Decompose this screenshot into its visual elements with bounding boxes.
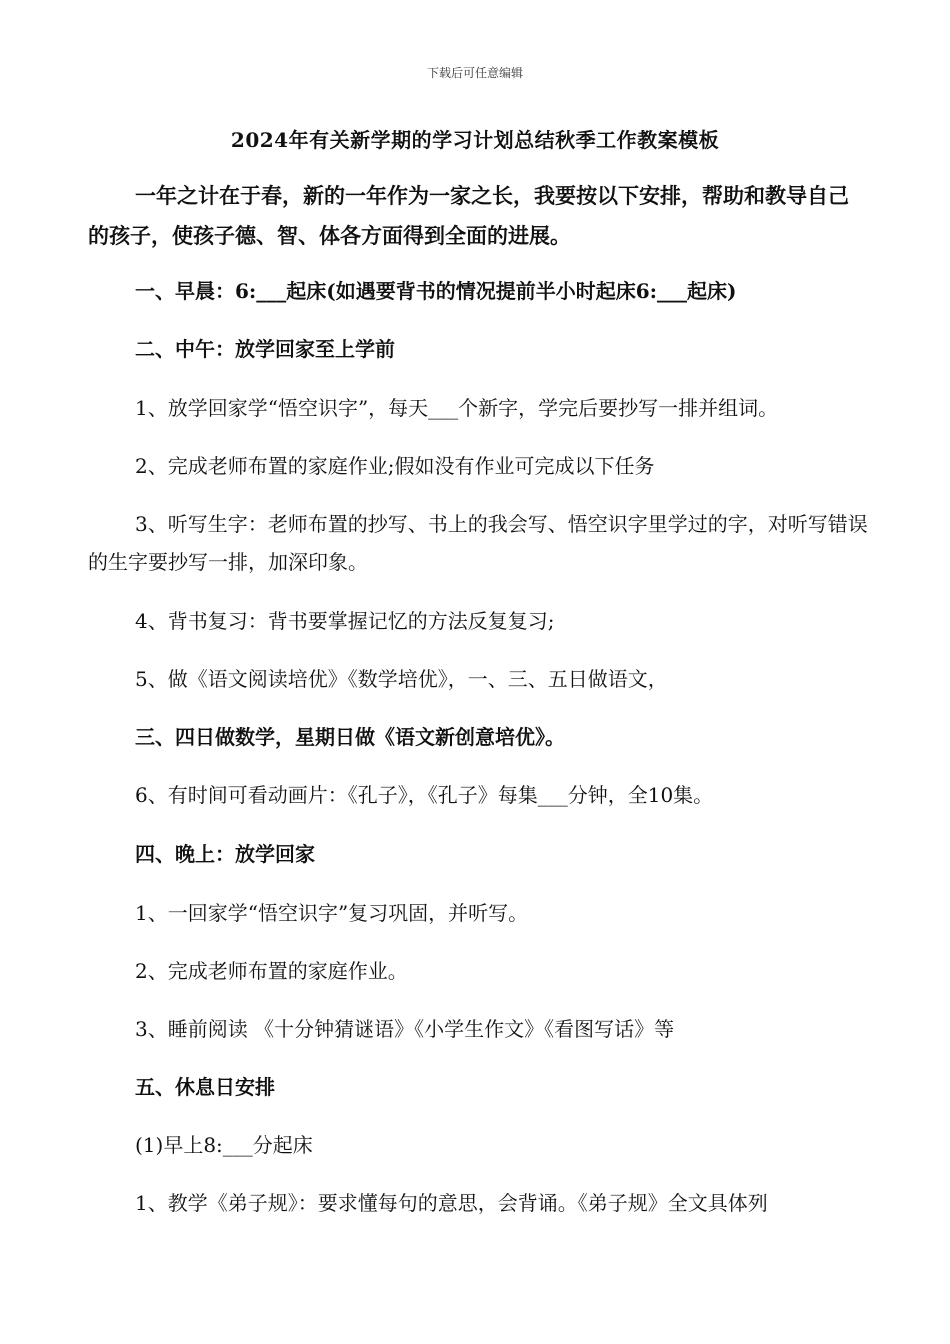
list-item: 1、一回家学“悟空识字”复习巩固，并听写。 [135, 901, 529, 925]
list-item: 1、放学回家学“悟空识字”，每天___个新字，学完后要抄写一排并组词。 [135, 396, 779, 420]
section-weekend: 五、休息日安排 [135, 1075, 275, 1099]
section-evening: 四、晚上：放学回家 [135, 842, 315, 866]
list-item: 4、背书复习：背书要掌握记忆的方法反复复习; [135, 609, 555, 633]
document-title: 2024年有关新学期的学习计划总结秋季工作教案模板 [230, 128, 720, 152]
section-morning: 一、早晨：6:___起床(如遇要背书的情况提前半小时起床6:___起床) [135, 279, 737, 303]
list-item: (1)早上8:___分起床 [135, 1133, 313, 1157]
intro-paragraph: 一年之计在于春，新的一年作为一家之长，我要按以下安排，帮助和教导自己的孩子，使孩子德、智、体各方面得到全面的进展。 [88, 183, 849, 248]
section-thursday: 三、四日做数学，星期日做《语文新创意培优》。 [135, 725, 565, 749]
list-item: 5、做《语文阅读培优》《数学培优》，一、三、五日做语文， [135, 667, 668, 691]
list-item: 6、有时间可看动画片：《孔子》，《孔子》每集___分钟，全10集。 [135, 783, 714, 807]
section-noon: 二、中午：放学回家至上学前 [135, 337, 395, 361]
list-item: 1、教学《弟子规》：要求懂每句的意思，会背诵。《弟子规》全文具体列 [135, 1191, 768, 1215]
list-item: 3、听写生字：老师布置的抄写、书上的我会写、悟空识字里学过的字，对听写错误的生字要抄写一排，加深印象。 [88, 512, 868, 574]
list-item: 2、完成老师布置的家庭作业;假如没有作业可完成以下任务 [135, 454, 655, 478]
header-note: 下载后可任意编辑 [426, 66, 523, 80]
list-item: 2、完成老师布置的家庭作业。 [135, 959, 408, 983]
list-item: 3、睡前阅读 《十分钟猜谜语》《小学生作文》《看图写话》等 [135, 1017, 675, 1041]
